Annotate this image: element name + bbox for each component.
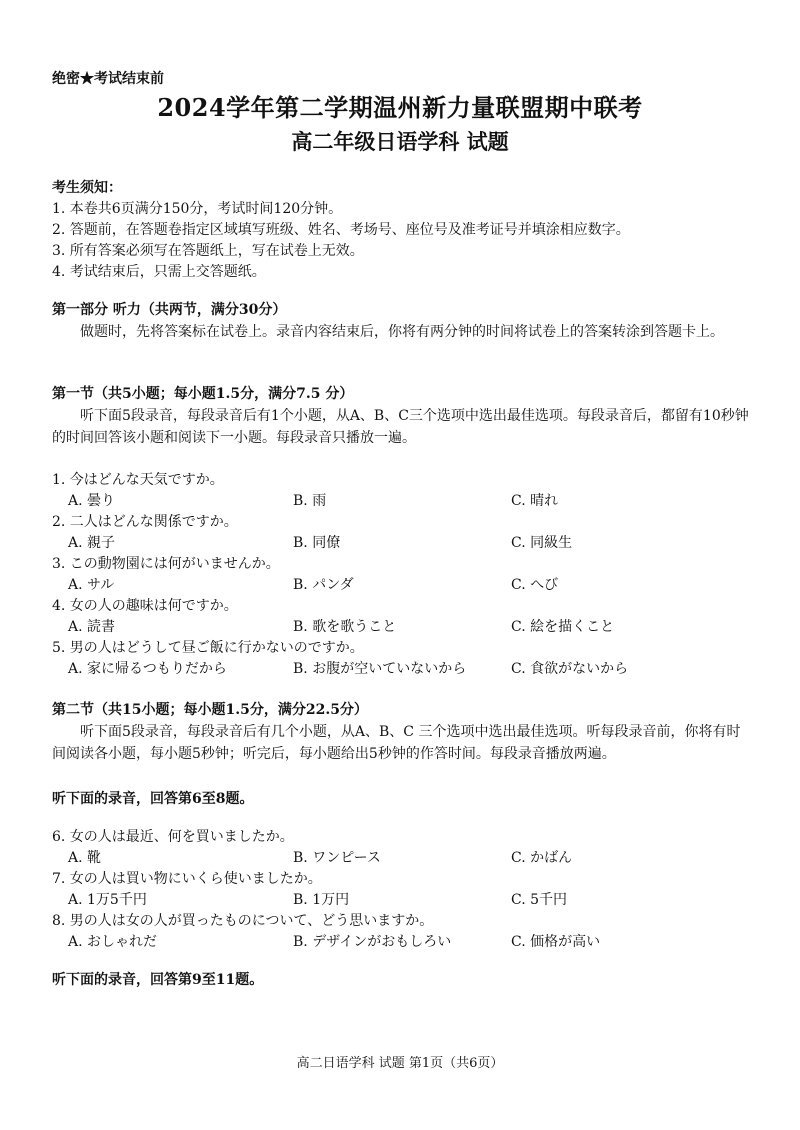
option-c: C. 価格が高い	[511, 934, 601, 950]
page-footer: 高二日语学科 试题 第1页（共6页）	[296, 1056, 504, 1071]
question-8: 8. 男の人は女の人が買ったものについて、どう思いますか。	[52, 913, 434, 929]
option-b: B. 1万円	[293, 892, 350, 908]
option-a: A. 読書	[68, 619, 116, 635]
notice-item: 3. 所有答案必须写在答题纸上，写在试卷上无效。	[52, 243, 364, 259]
group-heading-9-11: 听下面的录音，回答第9至11题。	[52, 972, 264, 988]
notice-heading: 考生须知：	[52, 180, 122, 196]
part1-instruction: 做题时，先将答案标在试卷上。录音内容结束后，你将有两分钟的时间将试卷上的答案转涂到答题卡上。	[80, 324, 724, 340]
question-7: 7. 女の人は買い物にいくら使いましたか。	[52, 871, 322, 887]
option-a: A. 曇り	[68, 493, 116, 509]
option-b: B. お腹が空いていないから	[293, 661, 467, 677]
section1-instruction: 听下面5段录音，每段录音后有1个小题，从A、B、C三个选项中选出最佳选项。每段录音后，都留有10秒钟的时间回答该小题和阅读下一小题。每段录音只播放一遍。	[52, 408, 749, 446]
exam-title: 2024学年第二学期温州新力量联盟期中联考	[157, 93, 643, 122]
option-c: C. 食欲がないから	[511, 661, 629, 677]
option-a: A. 家に帰るつもりだから	[68, 661, 227, 677]
option-c: C. 5千円	[511, 892, 568, 908]
notice-item: 1. 本卷共6页满分150分，考试时间120分钟。	[52, 201, 343, 217]
part1-block	[52, 300, 752, 343]
option-b: B. パンダ	[293, 577, 354, 593]
option-b: B. デザインがおもしろい	[293, 934, 452, 950]
option-a: A. サル	[68, 577, 115, 593]
question-2: 2. 二人はどんな関係ですか。	[52, 514, 238, 530]
notice-item: 4. 考试结束后，只需上交答题纸。	[52, 264, 266, 280]
part1-heading: 第一部分 听力（共两节，满分30分）	[52, 302, 287, 318]
option-a: A. おしゃれだ	[68, 934, 158, 950]
section2-heading: 第二节（共15小题；每小题1.5分，满分22.5分）	[52, 702, 368, 718]
option-b: B. 歌を歌うこと	[293, 619, 397, 635]
confidential-mark: 绝密★考试结束前	[52, 71, 164, 87]
option-c: C. かばん	[511, 850, 573, 866]
notice-block	[52, 178, 752, 283]
question-5: 5. 男の人はどうして昼ご飯に行かないのですか。	[52, 640, 364, 656]
option-a: A. 1万5千円	[68, 892, 147, 908]
question-4: 4. 女の人の趣味は何ですか。	[52, 598, 238, 614]
option-c: C. 同級生	[511, 535, 573, 551]
option-c: C. 晴れ	[511, 493, 559, 509]
option-b: B. 同僚	[293, 535, 341, 551]
section1-heading: 第一节（共5小题；每小题1.5分，满分7.5 分）	[52, 386, 354, 402]
section2-block	[52, 700, 752, 765]
question-6: 6. 女の人は最近、何を買いましたか。	[52, 829, 294, 845]
section1-block	[52, 384, 752, 449]
question-3: 3. この動物園には何がいませんか。	[52, 556, 280, 572]
option-a: A. 靴	[68, 850, 102, 866]
option-c: C. 絵を描くこと	[511, 619, 615, 635]
question-1: 1. 今はどんな天気ですか。	[52, 472, 224, 488]
section2-instruction: 听下面5段录音，每段录音后有几个小题，从A、B、C 三个选项中选出最佳选项。听每段录音前，你将有时间阅读各小题，每小题5秒钟；听完后，每小题给出5秒钟的作答时间。每段录音播放两遍。	[52, 724, 741, 762]
notice-item: 2. 答题前，在答题卷指定区域填写班级、姓名、考场号、座位号及准考证号并填涂相应数字。	[52, 222, 630, 238]
group-heading-6-8: 听下面的录音，回答第6至8题。	[52, 791, 254, 807]
option-b: B. ワンピース	[293, 850, 381, 866]
option-c: C. へび	[511, 577, 559, 593]
option-a: A. 親子	[68, 535, 116, 551]
exam-subtitle: 高二年级日语学科 试题	[291, 129, 509, 154]
option-b: B. 雨	[293, 493, 327, 509]
